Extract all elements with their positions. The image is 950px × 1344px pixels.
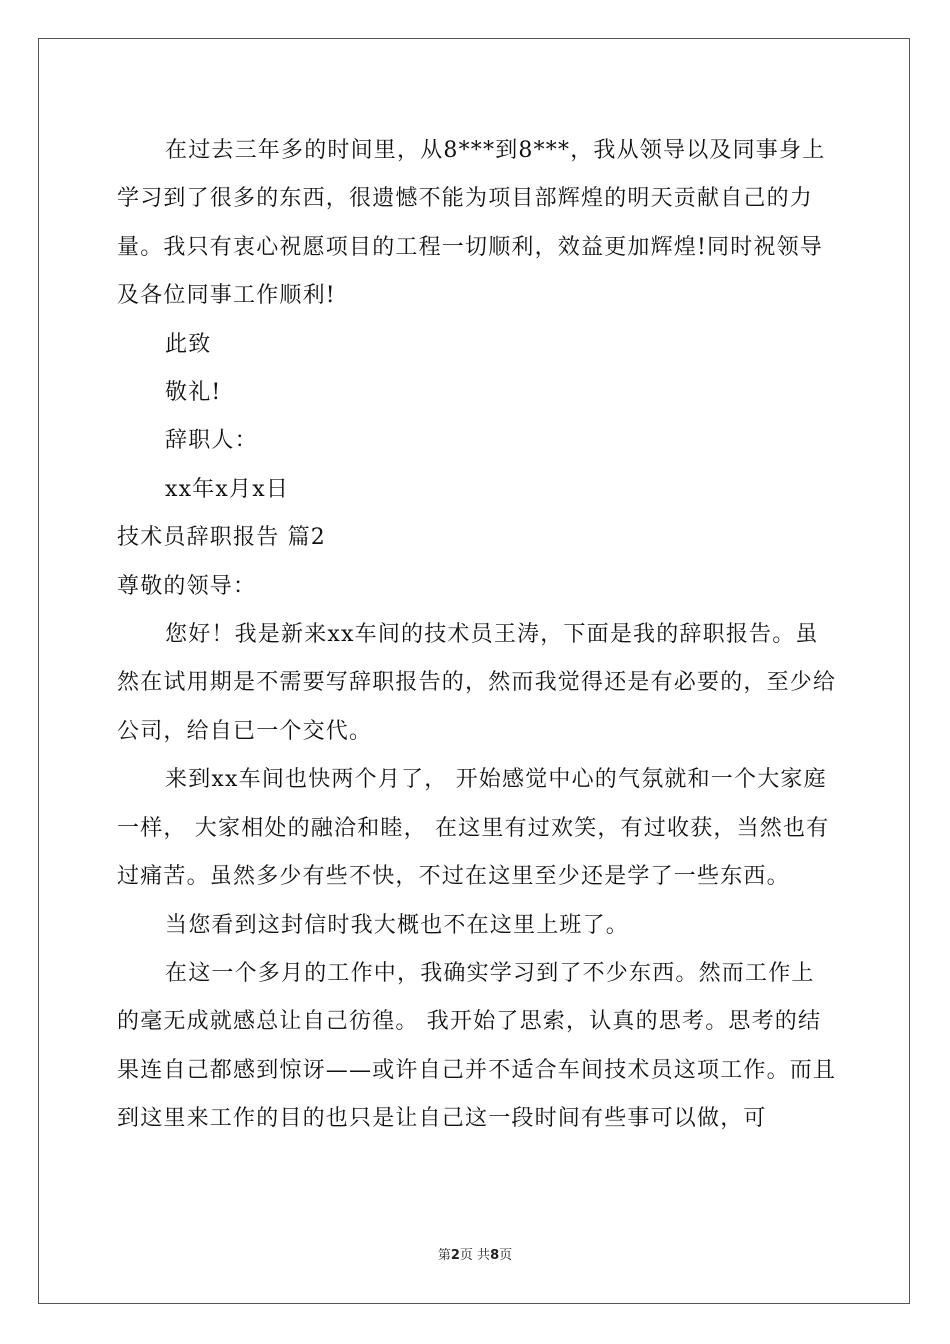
paragraph-1: 在过去三年多的时间里，从8***到8***，我从领导以及同事身上学习到了很多的东西，很遗憾不能为项目部辉煌的明天贡献自己的力量。我只有衷心祝愿项目的工程一切顺利，效益更加辉煌!同时祝领导及各位同事工作顺利! bbox=[117, 138, 826, 309]
greeting: 尊敬的领导： bbox=[117, 573, 257, 599]
footer-page-prefix: 第 bbox=[437, 1248, 451, 1263]
section-title: 技术员辞职报告 篇2 bbox=[117, 525, 326, 551]
paragraph-5: 在这一个多月的工作中，我确实学习到了不少东西。然而工作上的毫无成就感总让自己彷徨。 我开始了思索，认真的思考。思考的结果连自己都感到惊讶——或许自己并不适合车间技术员这项工作。而且到这里来工作的目的也只是让自己这一段时间有些事可以做，可 bbox=[117, 960, 837, 1132]
document-body bbox=[117, 127, 837, 1144]
page-footer bbox=[0, 1244, 950, 1263]
closing-salutation: 此致 bbox=[165, 331, 212, 357]
closing-regards: 敬礼! bbox=[165, 380, 222, 406]
footer-page-suffix: 页 bbox=[499, 1248, 513, 1263]
paragraph-3: 来到xx车间也快两个月了， 开始感觉中心的气氛就和一个大家庭一样， 大家相处的融洽和睦， 在这里有过欢笑，有过收获，当然也有过痛苦。虽然多少有些不快，不过在这里至少还是学了一些东西。 bbox=[117, 767, 830, 890]
paragraph-2: 您好！我是新来xx车间的技术员王涛，下面是我的辞职报告。虽然在试用期是不需要写辞职报告的，然而我觉得还是有必要的，至少给公司，给自已一个交代。 bbox=[117, 622, 837, 744]
footer-page-mid: 页 共 bbox=[459, 1248, 491, 1263]
paragraph-4: 当您看到这封信时我大概也不在这里上班了。 bbox=[165, 912, 630, 938]
footer-page-total: 8 bbox=[490, 1248, 500, 1263]
signature-label: 辞职人： bbox=[165, 428, 258, 454]
footer-page-number: 2 bbox=[450, 1248, 460, 1263]
date-line: xx年x月x日 bbox=[165, 476, 290, 502]
